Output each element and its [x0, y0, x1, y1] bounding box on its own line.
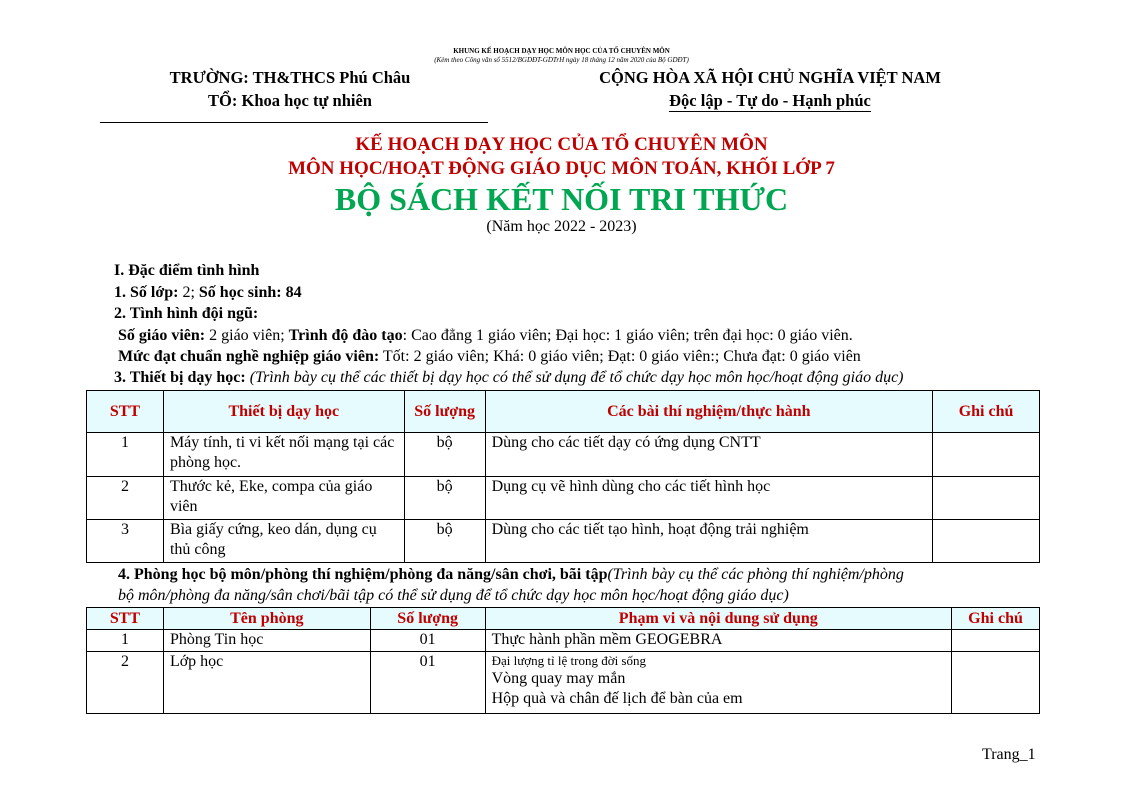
scope-line: Vòng quay may mắn [491, 670, 626, 687]
row-quantity: 01 [370, 652, 485, 714]
training-label: Trình độ đào tạo [288, 327, 403, 344]
row-quantity: bộ [404, 477, 485, 520]
rooms-label: 4. Phòng học bộ môn/phòng thí nghiệm/phòng đa năng/sân chơi, bãi tập [118, 566, 608, 583]
row-stt: 2 [87, 477, 164, 520]
staff-heading: 2. Tình hình đội ngũ: [114, 305, 259, 322]
standard-info [118, 348, 861, 366]
table-row [87, 520, 1040, 563]
top-subtitle: (Kèm theo Công văn số 5512/BGDĐT-GDTrH ngày 18 tháng 12 năm 2020 của Bộ GDĐT) [434, 56, 689, 64]
col-quantity: Số lượng [404, 391, 485, 433]
col-stt: STT [87, 391, 164, 433]
row-note [952, 652, 1040, 714]
row-quantity: bộ [404, 520, 485, 563]
section1-heading: I. Đặc điểm tình hình [114, 262, 260, 279]
row-use: Dùng cho các tiết tạo hình, hoạt động trải nghiệm [485, 520, 932, 563]
plan-title: KẾ HOẠCH DẠY HỌC CỦA TỔ CHUYÊN MÔN [355, 134, 768, 155]
row-room-name: Phòng Tin học [163, 630, 370, 652]
row-use: Dùng cho các tiết dạy có ứng dụng CNTT [485, 433, 932, 477]
row-device: Máy tính, ti vi kết nối mạng tại các phòng học. [163, 433, 404, 477]
equipment-table [86, 390, 1040, 563]
teachers-label: Số giáo viên: [118, 327, 206, 344]
row-device: Thước kẻ, Eke, compa của giáo viên [163, 477, 404, 520]
col-room-name: Tên phòng [163, 608, 370, 630]
col-quantity: Số lượng [370, 608, 485, 630]
equipment-header-row [87, 391, 1040, 433]
row-note [933, 433, 1040, 477]
teacher-info [118, 327, 853, 345]
row-stt: 2 [87, 652, 164, 714]
row-note [933, 477, 1040, 520]
row-stt: 3 [87, 520, 164, 563]
page-number: Trang_1 [982, 746, 1036, 763]
table-row [87, 630, 1040, 652]
book-series-title: BỘ SÁCH KẾT NỐI TRI THỨC [334, 181, 789, 217]
row-room-name: Lớp học [163, 652, 370, 714]
standard-label: Mức đạt chuẩn nghề nghiệp giáo viên: [118, 348, 380, 365]
row-scope [485, 652, 951, 714]
row-device: Bìa giấy cứng, keo dán, dụng cụ thủ công [163, 520, 404, 563]
standard-value: Tốt: 2 giáo viên; Khá: 0 giáo viên; Đạt: 0 giáo viên:; Chưa đạt: 0 giáo viên [379, 348, 861, 365]
table-row [87, 477, 1040, 520]
row-note [933, 520, 1040, 563]
col-scope: Phạm vi và nội dung sử dụng [485, 608, 951, 630]
classes-value: 2; [178, 284, 199, 301]
scope-line-small: Đại lượng tỉ lệ trong đời sống [491, 653, 646, 668]
scope-line: Hộp quà và chân đế lịch để bàn của em [491, 690, 743, 707]
rooms-heading [118, 566, 904, 584]
col-notes: Ghi chú [933, 391, 1040, 433]
motto-text: Độc lập - Tự do - Hạnh phúc [669, 91, 871, 110]
top-title: KHUNG KẾ HOẠCH DẠY HỌC MÔN HỌC CỦA TỔ CHUYÊN MÔN [453, 47, 670, 55]
motto [560, 91, 980, 111]
col-experiments: Các bài thí nghiệm/thực hành [485, 391, 932, 433]
header-left-rule [100, 122, 488, 123]
rooms-table [86, 607, 1040, 714]
teachers-value: 2 giáo viên; [205, 327, 289, 344]
table-row [87, 433, 1040, 477]
rooms-header-row [87, 608, 1040, 630]
equipment-note: (Trình bày cụ thể các thiết bị dạy học có thể sử dụng để tổ chức dạy học môn học/hoạt động giáo dục) [245, 369, 904, 386]
row-stt: 1 [87, 630, 164, 652]
row-quantity: 01 [370, 630, 485, 652]
equipment-label: 3. Thiết bị dạy học: [114, 369, 246, 386]
col-device: Thiết bị dạy học [163, 391, 404, 433]
classes-label: 1. Số lớp: [114, 284, 179, 301]
col-notes: Ghi chú [952, 608, 1040, 630]
students-label: Số học sinh: 84 [198, 284, 302, 301]
school-year: (Năm học 2022 - 2023) [486, 218, 637, 235]
row-use: Dụng cụ vẽ hình dùng cho các tiết hình học [485, 477, 932, 520]
rooms-note-b: bộ môn/phòng đa năng/sân chơi/bãi tập có thể sử dụng để tổ chức dạy học môn học/hoạt động giáo dục) [118, 587, 789, 604]
row-note [952, 630, 1040, 652]
school-name: TRƯỜNG: TH&THCS Phú Châu [169, 68, 411, 87]
nation-name: CỘNG HÒA XÃ HỘI CHỦ NGHĨA VIỆT NAM [599, 68, 941, 87]
group-name: TỔ: Khoa học tự nhiên [208, 91, 372, 110]
row-stt: 1 [87, 433, 164, 477]
row-scope: Thực hành phần mềm GEOGEBRA [485, 630, 951, 652]
equipment-heading [114, 369, 904, 387]
subject-title: MÔN HỌC/HOẠT ĐỘNG GIÁO DỤC MÔN TOÁN, KHỐI LỚP 7 [288, 158, 835, 179]
row-quantity: bộ [404, 433, 485, 477]
rooms-note-a: (Trình bày cụ thể các phòng thí nghiệm/phòng [607, 566, 904, 583]
table-row [87, 652, 1040, 714]
class-info [114, 284, 302, 302]
training-value: : Cao đẳng 1 giáo viên; Đại học: 1 giáo viên; trên đại học: 0 giáo viên. [402, 327, 853, 344]
col-stt: STT [87, 608, 164, 630]
